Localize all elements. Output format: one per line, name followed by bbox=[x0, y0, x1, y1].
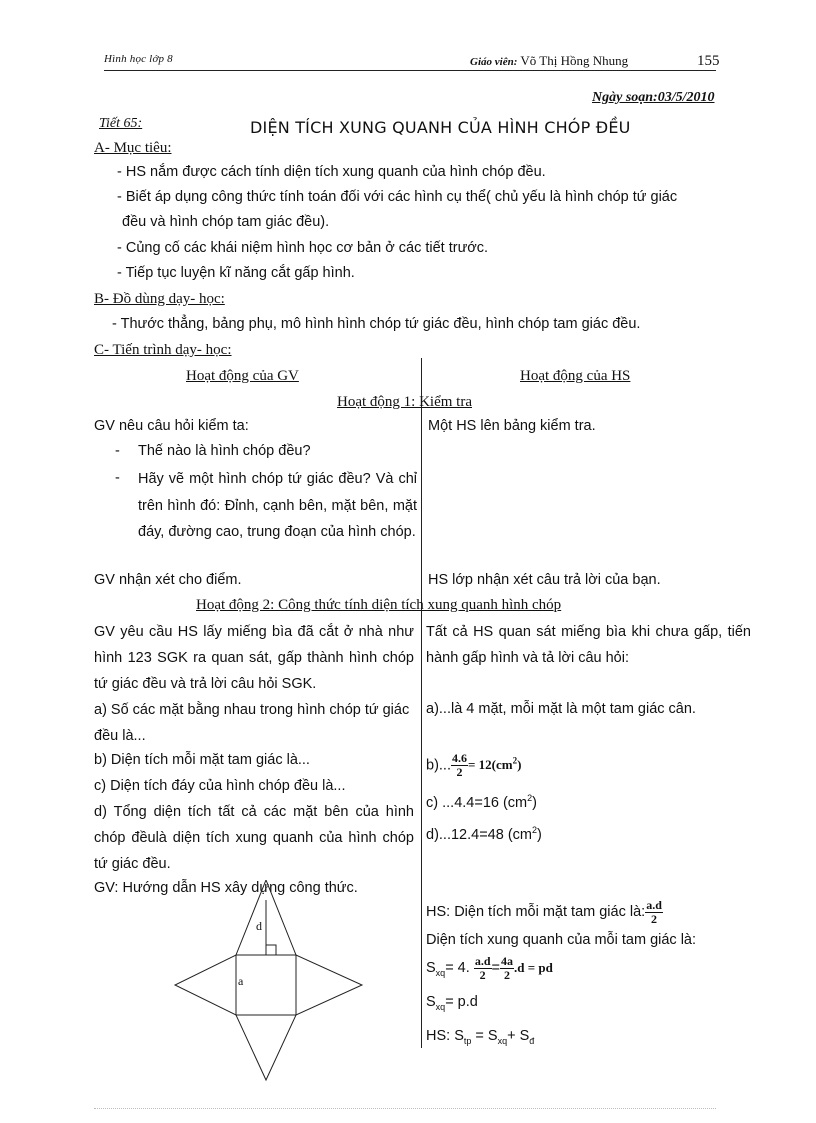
formula-4-tail: = p.d bbox=[445, 994, 478, 1010]
formula-3-mid: = 4. bbox=[445, 960, 470, 976]
formula-5-sub1: tp bbox=[463, 1035, 472, 1046]
formula-3-eq: = bbox=[491, 960, 500, 976]
fraction-denominator: 2 bbox=[503, 967, 510, 982]
hs-text: Tất cả HS quan sát miếng bìa khi chưa gấp, tiến hành gấp hình và tả lời câu hỏi: bbox=[426, 624, 751, 666]
answer-c-sup: 2 bbox=[527, 793, 533, 803]
formula-1-text: HS: Diện tích mỗi mặt tam giác là: bbox=[426, 904, 646, 920]
column-divider bbox=[421, 358, 422, 1048]
fraction-numerator: a.d bbox=[646, 897, 662, 912]
section-b-title: B- Đồ dùng dạy- học: bbox=[94, 291, 225, 307]
hs-formula-3 bbox=[426, 953, 553, 988]
fraction bbox=[451, 752, 468, 779]
hs-answer-c bbox=[426, 786, 537, 816]
bullet-dash: - bbox=[115, 470, 120, 486]
hs-answer-d bbox=[426, 818, 542, 848]
hs-text: HS lớp nhận xét câu trả lời của bạn. bbox=[428, 572, 661, 588]
gv-text: GV nhận xét cho điểm. bbox=[94, 572, 242, 588]
header-divider bbox=[104, 70, 716, 71]
gv-text: GV yêu cầu HS lấy miếng bìa đã cắt ở nhà như hình 123 SGK ra quan sát, gấp thành hình chóp tứ giác đều và trả lời câu hỏi SGK. bbox=[94, 624, 414, 692]
fraction-numerator: a.d bbox=[474, 953, 491, 968]
answer-b-prefix: b)... bbox=[426, 757, 451, 774]
gv-text: c) Diện tích đáy của hình chóp đều là... bbox=[94, 778, 346, 794]
answer-c-text: c) ...4.4=16 (cm bbox=[426, 794, 528, 811]
section-a-title: A- Mục tiêu: bbox=[94, 140, 172, 156]
fraction-denominator: 2 bbox=[651, 911, 658, 926]
lesson-number: Tiết 65: bbox=[99, 116, 143, 131]
activity-1-title: Hoạt động 1: Kiểm tra bbox=[337, 394, 472, 410]
formula-4-prefix: S bbox=[426, 994, 436, 1010]
fraction bbox=[645, 899, 663, 926]
gv-question: Hãy vẽ một hình chóp tứ giác đều? Và chỉ trên hình đó: Đỉnh, cạnh bên, mặt bên, mặt đáy, đường cao, trung đoạn của hình chóp. bbox=[138, 471, 417, 540]
hs-formula-1 bbox=[426, 897, 663, 927]
objective-item: - HS nắm được cách tính diện tích xung quanh của hình chóp đều. bbox=[117, 164, 546, 180]
gv-text: d) Tổng diện tích tất cả các mặt bên của hình chóp đềulà diện tích xung quanh của hình chóp tứ giác đều. bbox=[94, 804, 414, 872]
net-bottom-triangle bbox=[236, 1015, 296, 1080]
objective-item: - Tiếp tục luyện kĩ năng cắt gấp hình. bbox=[117, 265, 355, 281]
answer-d-text: d)...12.4=48 (cm bbox=[426, 826, 532, 843]
objective-item: đều và hình chóp tam giác đều). bbox=[122, 214, 330, 230]
header-teacher bbox=[470, 53, 628, 69]
page-number: 155 bbox=[697, 53, 720, 69]
fraction bbox=[474, 955, 492, 982]
answer-d-close: ) bbox=[537, 826, 542, 843]
formula-5-prefix: HS: S bbox=[426, 1028, 464, 1044]
right-angle-mark bbox=[266, 945, 276, 955]
objective-item: - Củng cố các khái niệm hình học cơ bản ở các tiết trước. bbox=[117, 240, 489, 256]
page-title: DIỆN TÍCH XUNG QUANH CỦA HÌNH CHÓP ĐỀU bbox=[250, 118, 631, 137]
section-c-title: C- Tiến trình dạy- học: bbox=[94, 342, 232, 358]
formula-5-sub3: đ bbox=[529, 1035, 535, 1046]
column-header-gv: Hoạt động của GV bbox=[186, 368, 299, 384]
materials-item: - Thước thẳng, bảng phụ, mô hình hình chóp tứ giác đều, hình chóp tam giác đều. bbox=[112, 316, 641, 332]
hs-answer-b bbox=[426, 746, 521, 780]
net-left-triangle bbox=[175, 955, 236, 1015]
label-d: d bbox=[256, 919, 262, 933]
teacher-label: Giáo viên: bbox=[470, 56, 518, 68]
hs-text: Một HS lên bảng kiểm tra. bbox=[428, 418, 596, 434]
gv-text: a) Số các mặt bằng nhau trong hình chóp tứ giác đều là... bbox=[94, 702, 410, 744]
column-header-hs: Hoạt động của HS bbox=[520, 368, 631, 384]
hs-formula-4 bbox=[426, 990, 478, 1020]
net-base-square bbox=[236, 955, 296, 1015]
date-line: Ngày soạn:03/5/2010 bbox=[592, 90, 715, 105]
answer-b-result: = 12(cm bbox=[467, 757, 513, 773]
answer-d-sup: 2 bbox=[531, 825, 537, 835]
gv-text: GV: Hướng dẫn HS xây dựng công thức. bbox=[94, 880, 358, 896]
fraction-denominator: 2 bbox=[479, 967, 486, 982]
formula-5-plus: + S bbox=[507, 1028, 530, 1044]
hs-formula-5 bbox=[426, 1024, 534, 1054]
gv-question: Thế nào là hình chóp đều? bbox=[138, 443, 311, 459]
formula-3-prefix: S bbox=[426, 960, 436, 976]
fraction-numerator: 4a bbox=[500, 953, 513, 968]
fraction-numerator: 4.6 bbox=[451, 751, 467, 765]
formula-4-sub: xq bbox=[435, 1001, 446, 1012]
hs-answer-a: a)...là 4 mặt, mỗi mặt là một tam giác cân. bbox=[426, 701, 696, 717]
pyramid-net-diagram bbox=[170, 880, 370, 1085]
teacher-name: Võ Thị Hồng Nhung bbox=[520, 53, 629, 68]
gv-text: GV nêu câu hỏi kiểm ta: bbox=[94, 418, 249, 434]
net-right-triangle bbox=[296, 955, 362, 1015]
formula-3-tail: .d = pd bbox=[513, 960, 553, 975]
formula-3-sub: xq bbox=[435, 967, 446, 978]
answer-b-close: ) bbox=[517, 757, 522, 773]
fraction bbox=[500, 955, 514, 982]
objective-item: - Biết áp dụng công thức tính toán đối với các hình cụ thể( chủ yếu là hình chóp tứ giác bbox=[117, 189, 678, 205]
label-a: a bbox=[238, 974, 244, 988]
answer-b-sup: 2 bbox=[512, 756, 518, 766]
footer-divider bbox=[94, 1108, 716, 1109]
formula-5-mid: = S bbox=[471, 1028, 498, 1044]
activity-2-title: Hoạt động 2: Công thức tính diện tích xung quanh hình chóp bbox=[196, 597, 562, 613]
gv-text: b) Diện tích mỗi mặt tam giác là... bbox=[94, 752, 310, 768]
header-subject: Hình học lớp 8 bbox=[104, 53, 173, 65]
bullet-dash: - bbox=[115, 443, 120, 459]
hs-formula-2: Diện tích xung quanh của mỗi tam giác là: bbox=[426, 932, 697, 948]
answer-c-close: ) bbox=[532, 794, 537, 811]
fraction-denominator: 2 bbox=[456, 765, 463, 779]
formula-5-sub2: xq bbox=[497, 1035, 508, 1046]
